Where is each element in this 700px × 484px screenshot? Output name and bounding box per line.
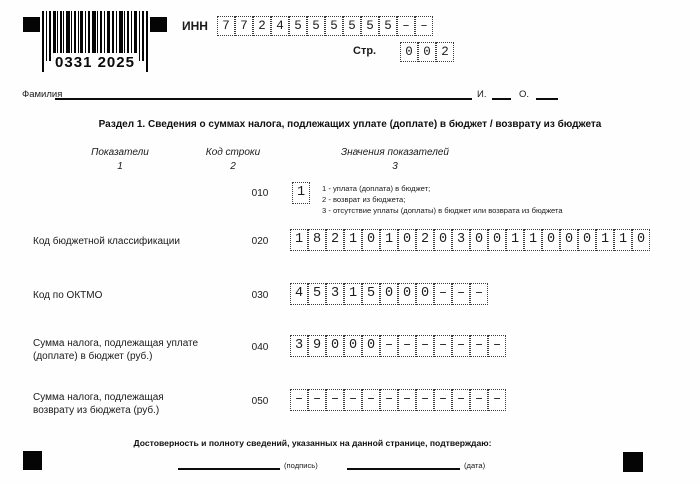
row-040-label-line-1: Сумма налога, подлежащая уплате bbox=[33, 338, 199, 349]
value-cell: – bbox=[452, 389, 470, 411]
value-cell: 3 bbox=[452, 229, 470, 251]
value-cell: – bbox=[488, 335, 506, 357]
row-010-legend bbox=[322, 184, 602, 216]
row-030-label: Код по ОКТМО bbox=[33, 290, 103, 301]
value-cell: 0 bbox=[470, 229, 488, 251]
value-cell: 0 bbox=[362, 229, 380, 251]
value-cell: – bbox=[344, 389, 362, 411]
value-cell: 1 bbox=[524, 229, 542, 251]
value-cell: 1 bbox=[506, 229, 524, 251]
value-cell: 0 bbox=[434, 229, 452, 251]
value-cell: – bbox=[416, 335, 434, 357]
value-cell: 1 bbox=[614, 229, 632, 251]
value-cell: – bbox=[398, 389, 416, 411]
value-cell: – bbox=[290, 389, 308, 411]
first-initial-label: И. bbox=[477, 89, 487, 100]
row-020-cells bbox=[290, 229, 650, 251]
column-number: 1 bbox=[117, 161, 123, 172]
value-cell: 5 bbox=[308, 283, 326, 305]
value-cell: 2 bbox=[416, 229, 434, 251]
value-cell: 0 bbox=[488, 229, 506, 251]
patronymic-initial-label: О. bbox=[519, 89, 530, 100]
column-header-indicators bbox=[60, 146, 180, 174]
value-cell: 1 bbox=[344, 283, 362, 305]
value-cell: 5 bbox=[289, 16, 307, 36]
value-cell: 0 bbox=[344, 335, 362, 357]
value-cell: – bbox=[470, 389, 488, 411]
value-cell: 2 bbox=[436, 42, 454, 62]
row-050-label bbox=[33, 391, 164, 417]
row-040-label-line-2: (доплате) в бюджет (руб.) bbox=[33, 351, 153, 362]
row-030-cells bbox=[290, 283, 488, 305]
row-040-label bbox=[33, 337, 198, 363]
date-caption: (дата) bbox=[464, 461, 486, 470]
value-cell: – bbox=[362, 389, 380, 411]
value-cell: 5 bbox=[307, 16, 325, 36]
value-cell: 1 bbox=[380, 229, 398, 251]
column-number: 3 bbox=[392, 161, 398, 172]
inn-cells bbox=[217, 16, 433, 36]
value-cell: – bbox=[452, 335, 470, 357]
value-cell: 5 bbox=[362, 283, 380, 305]
signature-blank-line bbox=[178, 458, 280, 470]
row-050-label-line-1: Сумма налога, подлежащая bbox=[33, 392, 164, 403]
value-cell: 0 bbox=[542, 229, 560, 251]
first-initial-blank-line bbox=[492, 86, 511, 100]
row-040-code: 040 bbox=[251, 342, 269, 353]
registration-mark-barcode-right bbox=[150, 17, 167, 32]
value-cell: 5 bbox=[379, 16, 397, 36]
row-050-code: 050 bbox=[251, 396, 269, 407]
value-cell: 0 bbox=[578, 229, 596, 251]
barcode-number: 0331 2025 bbox=[55, 54, 135, 71]
value-cell: 0 bbox=[560, 229, 578, 251]
value-cell: 0 bbox=[362, 335, 380, 357]
surname-blank-line bbox=[55, 86, 472, 100]
value-cell: – bbox=[488, 389, 506, 411]
value-cell: 5 bbox=[343, 16, 361, 36]
value-cell: 0 bbox=[398, 229, 416, 251]
value-cell: – bbox=[398, 335, 416, 357]
column-title: Показатели bbox=[91, 147, 149, 158]
value-cell: 7 bbox=[235, 16, 253, 36]
value-cell: 1 bbox=[290, 229, 308, 251]
value-cell: 3 bbox=[326, 283, 344, 305]
value-cell: – bbox=[452, 283, 470, 305]
value-cell: 2 bbox=[326, 229, 344, 251]
column-number: 2 bbox=[230, 161, 236, 172]
inn-label: ИНН bbox=[182, 19, 208, 33]
legend-line-3: 3 - отсутствие уплаты (доплаты) в бюджет или возврата из бюджета bbox=[322, 205, 563, 215]
row-040-cells bbox=[290, 335, 506, 357]
value-cell: 0 bbox=[326, 335, 344, 357]
value-cell: – bbox=[470, 283, 488, 305]
value-cell: 0 bbox=[416, 283, 434, 305]
row-050-label-line-2: возврату из бюджета (руб.) bbox=[33, 405, 160, 416]
column-title: Значения показателей bbox=[340, 147, 449, 158]
legend-line-1: 1 - уплата (доплата) в бюджет; bbox=[322, 184, 431, 193]
row-010-cells bbox=[292, 182, 310, 204]
value-cell: 1 bbox=[344, 229, 362, 251]
form-barcode bbox=[42, 11, 148, 72]
value-cell: – bbox=[416, 389, 434, 411]
value-cell: – bbox=[434, 389, 452, 411]
value-cell: 7 bbox=[217, 16, 235, 36]
value-cell: – bbox=[434, 335, 452, 357]
confirmation-statement: Достоверность и полноту сведений, указанных на данной странице, подтверждаю: bbox=[133, 438, 492, 448]
value-cell: – bbox=[380, 335, 398, 357]
value-cell: 5 bbox=[325, 16, 343, 36]
value-cell: – bbox=[397, 16, 415, 36]
column-header-line-code bbox=[173, 146, 293, 174]
legend-line-2: 2 - возврат из бюджета; bbox=[322, 194, 406, 204]
row-030-code: 030 bbox=[251, 290, 269, 301]
column-title: Код строки bbox=[205, 147, 261, 158]
signature-caption: (подпись) bbox=[284, 461, 318, 470]
registration-mark-top-left bbox=[23, 17, 40, 32]
patronymic-initial-blank-line bbox=[536, 86, 558, 100]
value-cell: 8 bbox=[308, 229, 326, 251]
page-number-label: Стр. bbox=[353, 45, 377, 57]
value-cell: 0 bbox=[398, 283, 416, 305]
value-cell: – bbox=[415, 16, 433, 36]
section-title: Раздел 1. Сведения о суммах налога, подлежащих уплате (доплате) в бюджет / возврату из бюджета bbox=[98, 119, 602, 130]
row-050-cells bbox=[290, 389, 506, 411]
value-cell: 0 bbox=[380, 283, 398, 305]
registration-mark-bottom-right bbox=[623, 452, 643, 472]
row-010-code: 010 bbox=[251, 188, 269, 199]
value-cell: – bbox=[326, 389, 344, 411]
registration-mark-bottom-left bbox=[23, 451, 42, 470]
value-cell: 4 bbox=[290, 283, 308, 305]
value-cell: 2 bbox=[253, 16, 271, 36]
page-number-cells bbox=[400, 42, 454, 62]
row-020-label: Код бюджетной классификации bbox=[33, 236, 180, 247]
value-cell: 0 bbox=[418, 42, 436, 62]
date-blank-line bbox=[347, 458, 460, 470]
row-020-code: 020 bbox=[251, 236, 269, 247]
value-cell: – bbox=[470, 335, 488, 357]
value-cell: 5 bbox=[361, 16, 379, 36]
value-cell: – bbox=[380, 389, 398, 411]
value-cell: – bbox=[434, 283, 452, 305]
value-cell: 0 bbox=[400, 42, 418, 62]
value-cell: 1 bbox=[596, 229, 614, 251]
column-header-values bbox=[325, 146, 465, 174]
value-cell: – bbox=[308, 389, 326, 411]
value-cell: 1 bbox=[292, 182, 310, 204]
value-cell: 9 bbox=[308, 335, 326, 357]
value-cell: 4 bbox=[271, 16, 289, 36]
value-cell: 3 bbox=[290, 335, 308, 357]
surname-label: Фамилия bbox=[22, 89, 63, 100]
value-cell: 0 bbox=[632, 229, 650, 251]
